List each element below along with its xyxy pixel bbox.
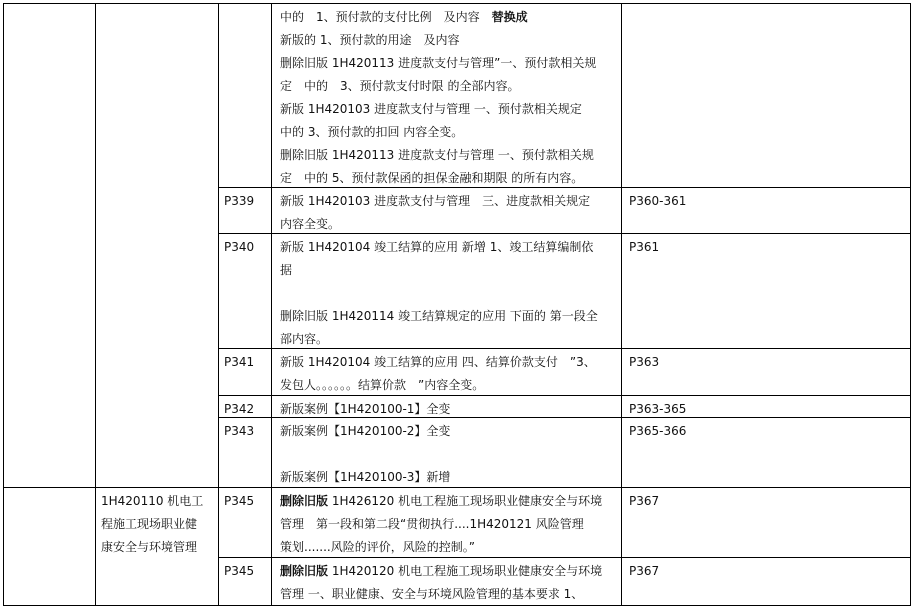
row-rule [218, 348, 911, 349]
text-line [280, 259, 619, 282]
text-span: 据 [280, 263, 293, 277]
text-line [280, 6, 619, 29]
text-line [280, 490, 619, 513]
text-line [280, 560, 619, 583]
change-description-cell [280, 420, 619, 486]
bold-text-span: 删除旧版 [280, 564, 329, 578]
column-rule [910, 3, 911, 605]
text-line [280, 98, 619, 121]
change-description-cell [280, 351, 619, 394]
column-rule [95, 3, 96, 605]
text-line [280, 305, 619, 328]
new-page-reference-cell: P367 [629, 494, 660, 508]
text-span: 内容全变。 [280, 217, 341, 231]
section-title-line: 1H420110 机电工 [101, 494, 204, 508]
text-span: 策划.......风险的评价，风险的控制。” [280, 540, 475, 554]
text-line [280, 398, 619, 416]
text-span: 新版 1H420104 竣工结算的应用 新增 1、竣工结算编制依 [280, 240, 594, 254]
row-rule [3, 487, 911, 488]
column-rule [218, 3, 219, 605]
text-line [280, 351, 619, 374]
page-number-cell: P341 [224, 355, 255, 369]
page-number-cell: P343 [224, 424, 255, 438]
text-span: 新版案例【1H420100-3】新增 [280, 470, 451, 484]
text-line [280, 536, 619, 556]
page-number-cell: P342 [224, 402, 255, 416]
text-span: 删除旧版 1H420114 竣工结算规定的应用 下面的 第一段全 [280, 309, 598, 323]
text-line [280, 513, 619, 536]
section-title-line: 程施工现场职业健 [101, 517, 198, 531]
text-line [280, 75, 619, 98]
text-line [280, 583, 619, 604]
text-span: 定 中的 5、预付款保函的担保金融和期限 的所有内容。 [280, 171, 584, 185]
text-span: 新版 1H420104 竣工结算的应用 四、结算价款支付 ”3、 [280, 355, 596, 369]
text-line [280, 167, 619, 186]
new-page-reference-cell: P363-365 [629, 402, 687, 416]
text-span: 新版 1H420103 进度款支付与管理 三、进度款相关规定 [280, 194, 591, 208]
change-description-cell [280, 398, 619, 416]
text-span: 管理 第一段和第二段“贯彻执行....1H420121 风险管理 [280, 517, 584, 531]
change-description-cell [280, 190, 619, 232]
change-description-cell [280, 236, 619, 347]
text-span: 定 中的 3、预付款支付时限 的全部内容。 [280, 79, 520, 93]
column-rule [3, 3, 4, 605]
text-span: 新版案例【1H420100-2】全变 [280, 424, 451, 438]
new-page-reference-cell: P367 [629, 564, 660, 578]
text-line [280, 236, 619, 259]
text-line [280, 374, 619, 394]
text-line [280, 144, 619, 167]
text-span: 1H426120 机电工程施工现场职业健康安全与环境 [328, 494, 603, 508]
change-description-cell [280, 6, 619, 186]
text-span: 中的 3、预付款的扣回 内容全变。 [280, 125, 464, 139]
bold-text-span: 删除旧版 [280, 494, 329, 508]
column-rule [271, 3, 272, 605]
text-span: 删除旧版 1H420113 进度款支付与管理”一、预付款相关规 [280, 56, 597, 70]
text-span: 删除旧版 1H420113 进度款支付与管理 一、预付款相关规 [280, 148, 594, 162]
text-span: 新版案例【1H420100-1】全变 [280, 402, 451, 416]
text-line [280, 420, 619, 443]
row-rule [218, 417, 911, 418]
change-description-cell [280, 560, 619, 604]
page-number-cell: P345 [224, 494, 255, 508]
text-line [280, 52, 619, 75]
row-rule [218, 395, 911, 396]
text-line [280, 328, 619, 347]
change-description-cell [280, 490, 619, 556]
new-page-reference-cell: P363 [629, 355, 660, 369]
text-span: 发包人。。。。。。结算价款 ”内容全变。 [280, 378, 485, 392]
text-span: 新版的 1、预付款的用途 及内容 [280, 33, 460, 47]
row-rule [218, 187, 911, 188]
text-span: 中的 1、预付款的支付比例 及内容 [280, 10, 492, 24]
text-line [280, 466, 619, 486]
page-number-cell: P345 [224, 564, 255, 578]
column-rule [621, 3, 622, 605]
text-span: 新版 1H420103 进度款支付与管理 一、预付款相关规定 [280, 102, 582, 116]
text-line [280, 29, 619, 52]
row-rule [3, 605, 911, 606]
section-cell [101, 490, 216, 556]
text-line [280, 443, 619, 466]
bold-text-span: 替换成 [491, 10, 528, 24]
new-page-reference-cell: P361 [629, 240, 660, 254]
text-line [280, 190, 619, 213]
text-span: 部内容。 [280, 332, 329, 346]
text-span: 1H420120 机电工程施工现场职业健康安全与环境 [328, 564, 603, 578]
page-number-cell: P340 [224, 240, 255, 254]
new-page-reference-cell: P360-361 [629, 194, 687, 208]
new-page-reference-cell: P365-366 [629, 424, 687, 438]
section-title-line: 康安全与环境管理 [101, 540, 198, 554]
page-number-cell: P339 [224, 194, 255, 208]
text-line [280, 121, 619, 144]
row-rule [3, 3, 911, 4]
row-rule [218, 557, 911, 558]
text-line [280, 213, 619, 232]
row-rule [218, 233, 911, 234]
text-span: 管理 一、职业健康、安全与环境风险管理的基本要求 1、 [280, 587, 584, 601]
text-line [280, 282, 619, 305]
